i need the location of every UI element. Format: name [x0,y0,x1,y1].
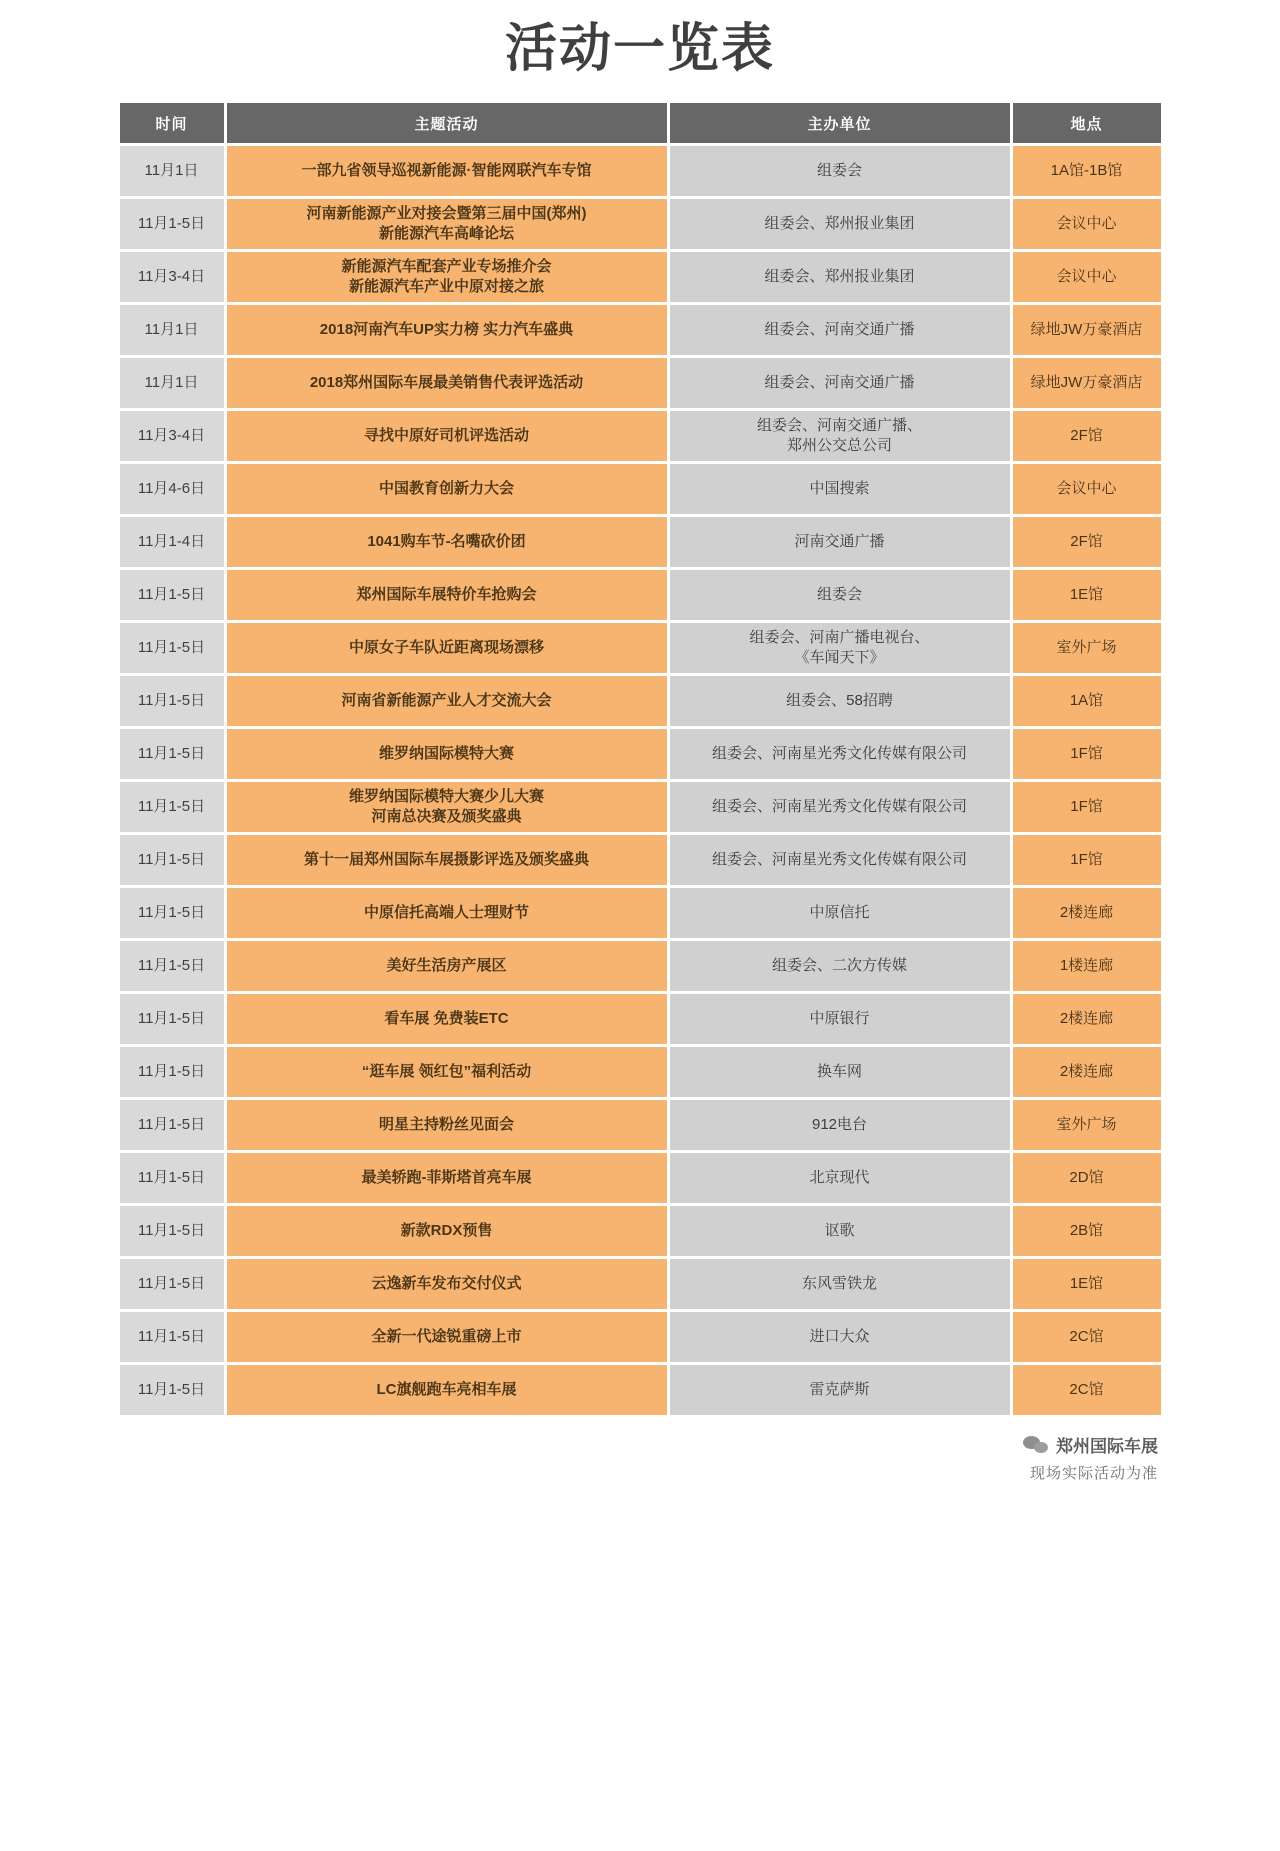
cell-organizer: 中原银行 [670,994,1010,1044]
cell-time: 11月3-4日 [120,411,224,461]
cell-time: 11月1-5日 [120,676,224,726]
table-row [120,517,1161,567]
cell-organizer: 组委会、郑州报业集团 [670,252,1010,302]
cell-time: 11月1-5日 [120,1365,224,1415]
cell-activity: 河南新能源产业对接会暨第三届中国(郑州) 新能源汽车高峰论坛 [227,199,667,249]
cell-activity: 中原信托高端人士理财节 [227,888,667,938]
cell-organizer: 组委会、二次方传媒 [670,941,1010,991]
cell-activity: 全新一代途锐重磅上市 [227,1312,667,1362]
cell-activity: 看车展 免费装ETC [227,994,667,1044]
cell-time: 11月1日 [120,305,224,355]
cell-location: 1A馆-1B馆 [1013,146,1161,196]
cell-activity: 明星主持粉丝见面会 [227,1100,667,1150]
cell-location: 会议中心 [1013,199,1161,249]
cell-activity: 云逸新车发布交付仪式 [227,1259,667,1309]
cell-location: 2楼连廊 [1013,994,1161,1044]
cell-organizer: 912电台 [670,1100,1010,1150]
cell-organizer: 东风雪铁龙 [670,1259,1010,1309]
cell-organizer: 组委会、河南交通广播 [670,305,1010,355]
cell-time: 11月1-5日 [120,570,224,620]
cell-organizer: 组委会 [670,570,1010,620]
cell-organizer: 讴歌 [670,1206,1010,1256]
wechat-icon [1023,1434,1049,1456]
cell-time: 11月1-5日 [120,1206,224,1256]
column-header-activity: 主题活动 [227,103,667,143]
table-row [120,1047,1161,1097]
cell-activity: 2018河南汽车UP实力榜 实力汽车盛典 [227,305,667,355]
cell-location: 1F馆 [1013,782,1161,832]
cell-activity: “逛车展 领红包”福利活动 [227,1047,667,1097]
cell-time: 11月1-5日 [120,623,224,673]
cell-location: 2F馆 [1013,411,1161,461]
cell-activity: 第十一届郑州国际车展摄影评选及颁奖盛典 [227,835,667,885]
page-title: 活动一览表 [504,20,775,78]
cell-time: 11月1-5日 [120,1312,224,1362]
cell-activity: 1041购车节-名嘴砍价团 [227,517,667,567]
cell-activity: 一部九省领导巡视新能源·智能网联汽车专馆 [227,146,667,196]
cell-organizer: 组委会、河南星光秀文化传媒有限公司 [670,835,1010,885]
cell-organizer: 组委会、郑州报业集团 [670,199,1010,249]
cell-activity: 新能源汽车配套产业专场推介会 新能源汽车产业中原对接之旅 [227,252,667,302]
table-row [120,676,1161,726]
cell-activity: 美好生活房产展区 [227,941,667,991]
cell-time: 11月1-4日 [120,517,224,567]
cell-location: 2F馆 [1013,517,1161,567]
table-row [120,358,1161,408]
footer [122,1432,1158,1509]
cell-time: 11月1-5日 [120,888,224,938]
cell-activity: LC旗舰跑车亮相车展 [227,1365,667,1415]
cell-time: 11月1-5日 [120,835,224,885]
cell-time: 11月1日 [120,358,224,408]
cell-time: 11月1日 [120,146,224,196]
cell-location: 会议中心 [1013,252,1161,302]
cell-location: 1E馆 [1013,1259,1161,1309]
table-row [120,994,1161,1044]
cell-organizer: 组委会、河南交通广播 [670,358,1010,408]
table-row [120,464,1161,514]
table-row [120,199,1161,249]
table-row [120,782,1161,832]
cell-time: 11月4-6日 [120,464,224,514]
cell-activity: 维罗纳国际模特大赛少儿大赛 河南总决赛及颁奖盛典 [227,782,667,832]
table-row [120,305,1161,355]
table-row [120,1259,1161,1309]
wechat-account [1023,1432,1158,1457]
cell-time: 11月1-5日 [120,1259,224,1309]
table-row [120,1312,1161,1362]
table-row [120,941,1161,991]
table-row [120,729,1161,779]
cell-organizer: 组委会、58招聘 [670,676,1010,726]
cell-location: 绿地JW万豪酒店 [1013,305,1161,355]
cell-location: 1A馆 [1013,676,1161,726]
cell-location: 2D馆 [1013,1153,1161,1203]
cell-activity: 郑州国际车展特价车抢购会 [227,570,667,620]
column-header-organizer: 主办单位 [670,103,1010,143]
cell-organizer: 换车网 [670,1047,1010,1097]
cell-location: 1E馆 [1013,570,1161,620]
cell-activity: 河南省新能源产业人才交流大会 [227,676,667,726]
table-body [120,146,1161,1415]
cell-activity: 维罗纳国际模特大赛 [227,729,667,779]
cell-location: 2楼连廊 [1013,1047,1161,1097]
cell-organizer: 中国搜索 [670,464,1010,514]
column-header-time: 时间 [120,103,224,143]
cell-activity: 2018郑州国际车展最美销售代表评选活动 [227,358,667,408]
footer-note: 现场实际活动为准 [1029,1465,1158,1483]
cell-time: 11月1-5日 [120,729,224,779]
table-row [120,623,1161,673]
cell-organizer: 组委会、河南广播电视台、 《车闻天下》 [670,623,1010,673]
cell-activity: 最美轿跑-菲斯塔首亮车展 [227,1153,667,1203]
cell-location: 绿地JW万豪酒店 [1013,358,1161,408]
cell-activity: 新款RDX预售 [227,1206,667,1256]
table-row [120,411,1161,461]
activity-schedule-table [117,100,1164,1418]
table-row [120,835,1161,885]
table-row [120,146,1161,196]
table-row [120,570,1161,620]
cell-time: 11月1-5日 [120,941,224,991]
cell-location: 1F馆 [1013,729,1161,779]
cell-activity: 中国教育创新力大会 [227,464,667,514]
table-row [120,1206,1161,1256]
cell-location: 会议中心 [1013,464,1161,514]
table-row [120,1365,1161,1415]
cell-organizer: 进口大众 [670,1312,1010,1362]
cell-location: 1F馆 [1013,835,1161,885]
cell-organizer: 组委会、河南交通广播、 郑州公交总公司 [670,411,1010,461]
cell-time: 11月3-4日 [120,252,224,302]
cell-organizer: 中原信托 [670,888,1010,938]
cell-location: 室外广场 [1013,623,1161,673]
cell-organizer: 组委会 [670,146,1010,196]
cell-organizer: 雷克萨斯 [670,1365,1010,1415]
cell-location: 2C馆 [1013,1365,1161,1415]
cell-time: 11月1-5日 [120,1047,224,1097]
cell-organizer: 河南交通广播 [670,517,1010,567]
table-header-row [120,103,1161,143]
cell-location: 室外广场 [1013,1100,1161,1150]
cell-organizer: 组委会、河南星光秀文化传媒有限公司 [670,729,1010,779]
cell-time: 11月1-5日 [120,1153,224,1203]
table-row [120,1100,1161,1150]
cell-activity: 寻找中原好司机评选活动 [227,411,667,461]
cell-location: 2楼连廊 [1013,888,1161,938]
cell-time: 11月1-5日 [120,994,224,1044]
cell-location: 2C馆 [1013,1312,1161,1362]
cell-organizer: 组委会、河南星光秀文化传媒有限公司 [670,782,1010,832]
cell-time: 11月1-5日 [120,199,224,249]
table-row [120,252,1161,302]
wechat-account-name: 郑州国际车展 [1056,1437,1158,1457]
table-row [120,1153,1161,1203]
table-row [120,888,1161,938]
cell-location: 2B馆 [1013,1206,1161,1256]
column-header-location: 地点 [1013,103,1161,143]
cell-time: 11月1-5日 [120,1100,224,1150]
cell-activity: 中原女子车队近距离现场漂移 [227,623,667,673]
cell-location: 1楼连廊 [1013,941,1161,991]
cell-time: 11月1-5日 [120,782,224,832]
cell-organizer: 北京现代 [670,1153,1010,1203]
